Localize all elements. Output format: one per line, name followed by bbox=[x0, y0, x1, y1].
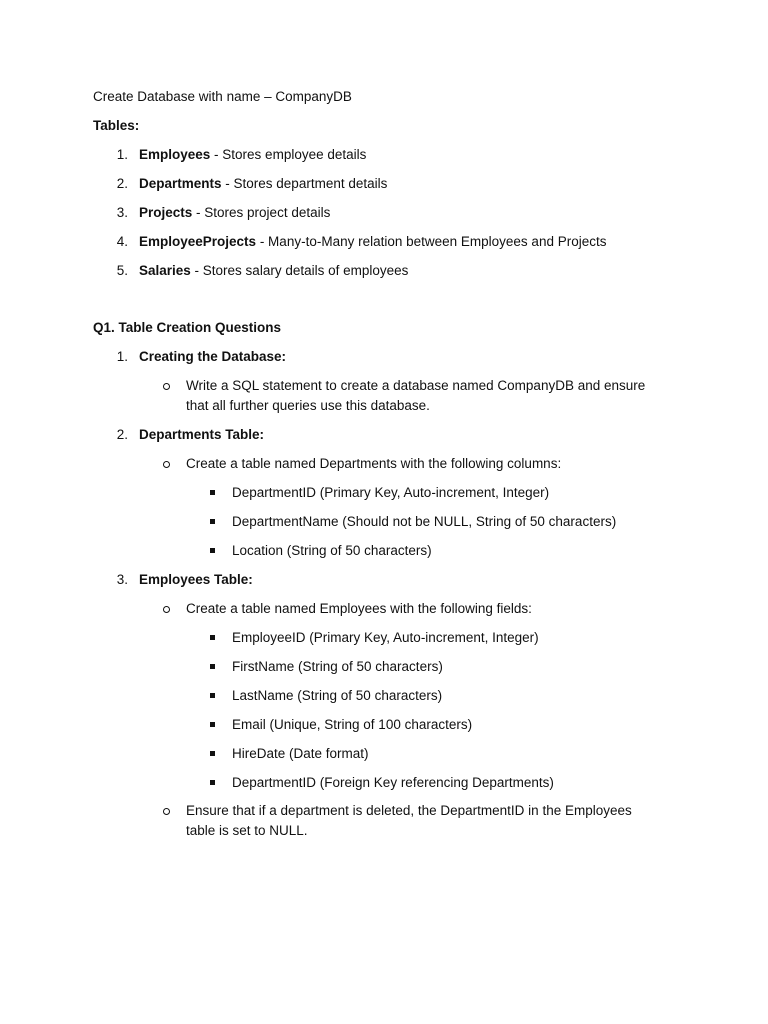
section-heading: Q1. Table Creation Questions bbox=[93, 320, 282, 335]
column-item: DepartmentName (Should not be NULL, String of 50 characters) bbox=[232, 514, 617, 529]
column-item: DepartmentID (Primary Key, Auto-increment, Integer) bbox=[232, 485, 550, 500]
list-number: 1. bbox=[116, 147, 128, 162]
square-bullet-icon bbox=[210, 635, 215, 640]
square-bullet-icon bbox=[210, 693, 215, 698]
item-title: Employees Table: bbox=[139, 572, 253, 587]
field-item: DepartmentID (Foreign Key referencing Departments) bbox=[232, 775, 554, 790]
item-title: Creating the Database: bbox=[139, 349, 287, 364]
circle-bullet-icon bbox=[163, 461, 170, 468]
circle-bullet-icon bbox=[163, 808, 170, 815]
square-bullet-icon bbox=[210, 780, 215, 785]
list-number: 4. bbox=[116, 234, 128, 249]
list-number: 2. bbox=[116, 427, 128, 442]
circle-bullet-icon bbox=[163, 383, 170, 390]
field-item: LastName (String of 50 characters) bbox=[232, 688, 443, 703]
list-number: 5. bbox=[116, 263, 128, 278]
list-item: Departments - Stores department details bbox=[139, 176, 388, 191]
tables-heading: Tables: bbox=[93, 118, 140, 133]
square-bullet-icon bbox=[210, 519, 215, 524]
square-bullet-icon bbox=[210, 490, 215, 495]
intro-text: Create Database with name – CompanyDB bbox=[93, 89, 352, 104]
item-title: Departments Table: bbox=[139, 427, 265, 442]
bullet-text: Ensure that if a department is deleted, the DepartmentID in the Employees bbox=[186, 803, 632, 818]
column-item: Location (String of 50 characters) bbox=[232, 543, 432, 558]
square-bullet-icon bbox=[210, 548, 215, 553]
list-item: EmployeeProjects - Many-to-Many relation between Employees and Projects bbox=[139, 234, 607, 249]
bullet-text: Create a table named Departments with the following columns: bbox=[186, 456, 562, 471]
bullet-text: Create a table named Employees with the following fields: bbox=[186, 601, 532, 616]
field-item: FirstName (String of 50 characters) bbox=[232, 659, 443, 674]
list-item: Salaries - Stores salary details of employees bbox=[139, 263, 409, 278]
bullet-text: table is set to NULL. bbox=[186, 823, 308, 838]
square-bullet-icon bbox=[210, 664, 215, 669]
field-item: EmployeeID (Primary Key, Auto-increment, Integer) bbox=[232, 630, 539, 645]
square-bullet-icon bbox=[210, 751, 215, 756]
list-number: 3. bbox=[116, 572, 128, 587]
field-item: HireDate (Date format) bbox=[232, 746, 369, 761]
bullet-text: Write a SQL statement to create a database named CompanyDB and ensure bbox=[186, 378, 646, 393]
list-number: 3. bbox=[116, 205, 128, 220]
list-number: 1. bbox=[116, 349, 128, 364]
list-number: 2. bbox=[116, 176, 128, 191]
list-item: Employees - Stores employee details bbox=[139, 147, 367, 162]
bullet-text: that all further queries use this database. bbox=[186, 398, 430, 413]
field-item: Email (Unique, String of 100 characters) bbox=[232, 717, 473, 732]
circle-bullet-icon bbox=[163, 606, 170, 613]
list-item: Projects - Stores project details bbox=[139, 205, 331, 220]
square-bullet-icon bbox=[210, 722, 215, 727]
